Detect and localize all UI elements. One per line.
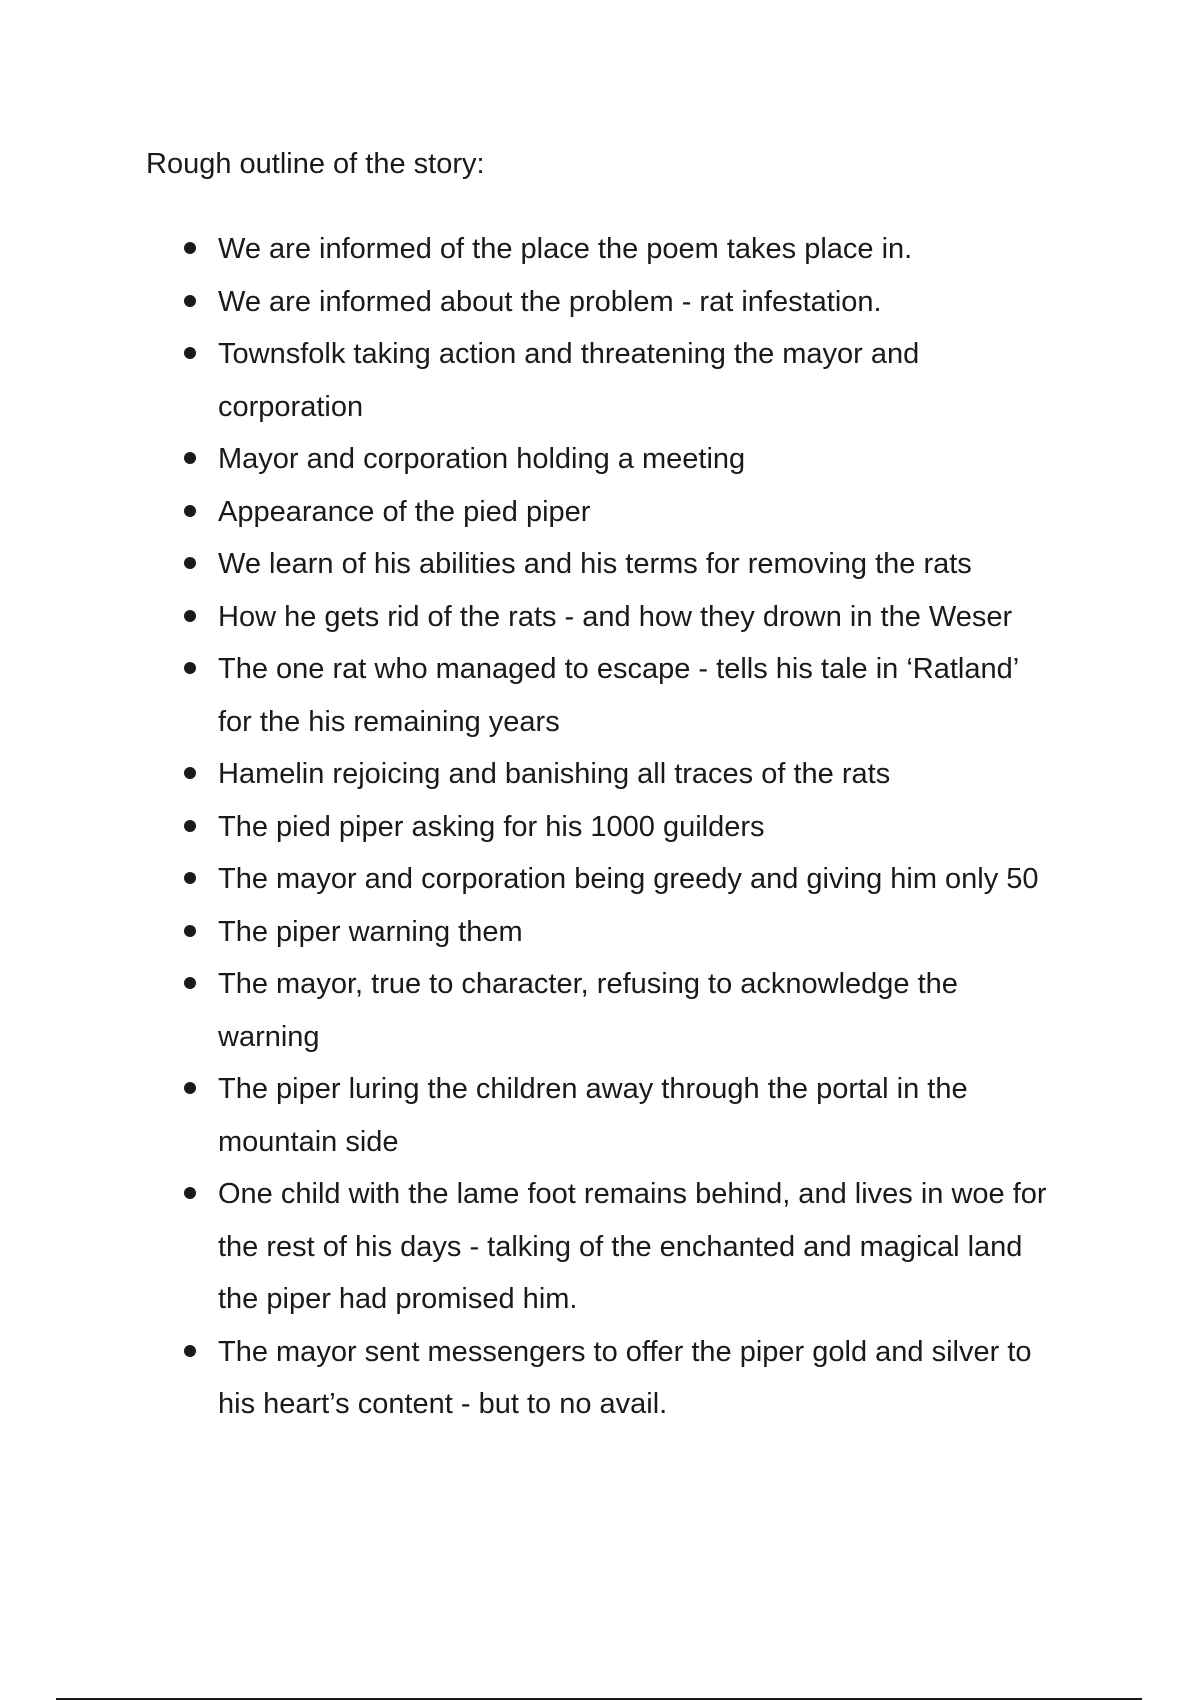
list-item	[0, 801, 1098, 854]
bullet-icon	[184, 295, 196, 307]
bullet-icon	[184, 925, 196, 937]
bullet-icon	[184, 767, 196, 779]
list-item-text: The one rat who managed to escape - tells his tale in ‘Ratland’ for the his remaining years	[218, 653, 1020, 738]
list-item-text: Appearance of the pied piper	[218, 495, 591, 528]
bullet-icon	[184, 557, 196, 569]
list-item	[0, 433, 1098, 486]
bullet-icon	[184, 820, 196, 832]
list-item-text: How he gets rid of the rats - and how they drown in the Weser	[218, 600, 1013, 633]
bullet-icon	[184, 977, 196, 989]
list-item	[0, 276, 1098, 329]
list-item-text: The pied piper asking for his 1000 guilders	[218, 810, 765, 843]
bullet-icon	[184, 662, 196, 674]
list-item	[0, 748, 1098, 801]
list-item	[0, 1168, 1098, 1326]
list-item	[0, 1063, 1098, 1168]
list-item-text: The piper warning them	[218, 915, 523, 948]
outline-heading: Rough outline of the story:	[146, 148, 485, 180]
bullet-icon	[184, 1187, 196, 1199]
list-item	[0, 538, 1098, 591]
list-item-text: The mayor and corporation being greedy and giving him only 50	[218, 863, 1039, 895]
list-item-text: We are informed about the problem - rat infestation.	[218, 285, 882, 318]
bullet-icon	[184, 1082, 196, 1094]
list-item	[0, 223, 1098, 276]
bullet-icon	[184, 505, 196, 517]
list-item-text: Townsfolk taking action and threatening the mayor and corporation	[218, 338, 920, 423]
list-item	[0, 906, 1098, 959]
bullet-icon	[184, 347, 196, 359]
list-item-text: The mayor sent messengers to offer the piper gold and silver to his heart’s content - but to no avail.	[218, 1335, 1032, 1420]
list-item	[0, 958, 1098, 1063]
list-item-text: The mayor, true to character, refusing to acknowledge the warning	[218, 968, 958, 1053]
list-item	[0, 643, 1098, 748]
bullet-icon	[184, 872, 196, 884]
story-outline-list	[0, 223, 1098, 1431]
bullet-icon	[184, 452, 196, 464]
list-item	[0, 853, 1098, 906]
bullet-icon	[184, 1345, 196, 1357]
list-item-text: The piper luring the children away through the portal in the mountain side	[218, 1073, 968, 1158]
list-item	[0, 591, 1098, 644]
list-item	[0, 486, 1098, 539]
list-item-text: One child with the lame foot remains behind, and lives in woe for the rest of his days - talking of the enchanted and magical land the piper had promised him.	[218, 1178, 1047, 1315]
list-item-text: We are informed of the place the poem takes place in.	[218, 233, 913, 265]
list-item	[0, 328, 1098, 433]
bullet-icon	[184, 610, 196, 622]
bullet-icon	[184, 242, 196, 254]
list-item-text: Hamelin rejoicing and banishing all traces of the rats	[218, 758, 891, 790]
list-item	[0, 1326, 1098, 1431]
list-item-text: Mayor and corporation holding a meeting	[218, 443, 746, 475]
list-item-text: We learn of his abilities and his terms for removing the rats	[218, 548, 972, 580]
